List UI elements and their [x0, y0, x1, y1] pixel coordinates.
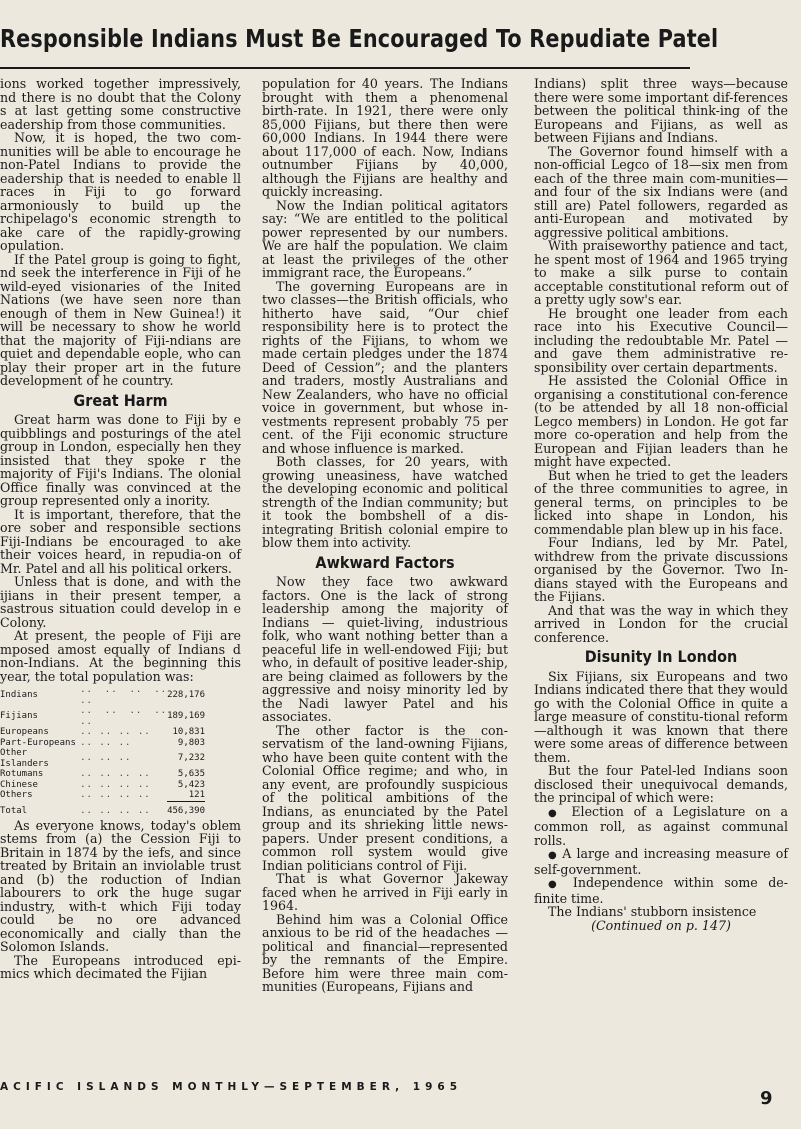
column-1: [0, 77, 241, 981]
paragraph: Behind him was a Colonial Office anxious to be rid of the headaches —political and financial—represented by the remnants of the Empire. Before him were three main com-munities (Europeans, Fijians and: [262, 911, 508, 994]
population-table: [0, 685, 205, 817]
paragraph: Six Fijians, six Europeans and two Indians indicated there that they would go with the Colonial Office in quite a large measure of constitu-tional reform—although it was known that there were some areas of difference between them.: [534, 668, 788, 765]
leader-dots: .. .. .. ..: [80, 769, 151, 779]
table-row: [0, 685, 205, 706]
population-group: Other Islanders: [0, 748, 49, 769]
leader-dots: .. .. ..: [80, 753, 132, 764]
paragraph: Unless that is done, and with the ijians in their present temper, a sastrous situation could develop in e Colony.: [0, 574, 241, 630]
population-group: Others: [0, 790, 33, 801]
leader-dots: .. .. .. ..: [80, 790, 151, 801]
paragraph: That is what Governor Jakeway faced when he arrived in Fiji early in 1964.: [262, 871, 508, 913]
list-item: ● Independence within some de-finite time.: [534, 876, 788, 905]
paragraph: Great harm was done to Fiji by e quibblings and posturings of the atel group in London, especially hen they insisted that they spoke r the majority of Fiji's Indians. The olonial Office finally was convinced at the group represented only a inority.: [0, 412, 241, 508]
paragraph: ions worked together impressively, nd there is no doubt that the Colony s at last getting some constructive eadership from those communities.: [0, 76, 241, 132]
population-total-value: 456,390: [167, 806, 205, 816]
population-value: 9,803: [177, 737, 205, 748]
population-group: Europeans: [0, 727, 49, 737]
subhead-great-harm: Great Harm: [73, 390, 168, 410]
demands-list: [534, 805, 788, 906]
paragraph: And that was the way in which they arrived in London for the crucial conference.: [534, 602, 788, 645]
continued-link[interactable]: (Continued on p. 147): [591, 917, 731, 933]
population-group: Rotumans: [0, 769, 44, 779]
paragraph: Indians) split three ways—because there were some important dif-ferences between the political think-ing of the Europeans and Fijians, as well as between Fijians and Indians.: [534, 76, 788, 145]
leader-dots: .. .. .. .. ..: [80, 685, 168, 706]
paragraph: The other factor is the con-servatism of the land-owning Fijians, who have been quite content with the Colonial Office regime; and who, in any event, are profoundly suspicious of the political ambitions of the Indians, as enunciated by the Patel group and its shrieking little news-papers. Under present conditions, a common roll system would give Indian politicians control of Fiji.: [262, 722, 508, 873]
leader-dots: .. .. .. .. ..: [80, 706, 168, 727]
table-row: [0, 780, 205, 791]
paragraph: At present, the people of Fiji are mposed amost equally of Indians d non-Indians. At the beginning this year, the total population was:: [0, 628, 241, 684]
population-value: 10,831: [172, 727, 205, 737]
subhead-awkward-factors: Awkward Factors: [315, 552, 455, 572]
paragraph: He brought one leader from each race into his Executive Council—including the redoubtable Mr. Patel —and gave them administrative re-sponsibility over certain departments.: [534, 305, 788, 375]
leader-dots: .. .. ..: [80, 737, 132, 748]
paragraph: But when he tried to get the leaders of the three communities to agree, in general terms, on principles to be licked into shape in London, his commendable plan blew up in his face.: [534, 467, 788, 537]
paragraph: The governing Europeans are in two classes—the British officials, who hitherto have said, “Our chief responsibility here is to protect the rights of the Fijians, to whom we made certain pledges under the 1874 Deed of Cession”; and the planters and traders, mostly Australians and New Zealanders, who have no official voice in government, but whose in-vestments represent probably 75 per cent. of the Fiji economic structure and whose influence is marked.: [262, 278, 508, 456]
column-2: [262, 77, 508, 994]
column-3: [534, 77, 788, 932]
population-value: 7,232: [177, 753, 205, 764]
paragraph: As everyone knows, today's oblem stems from (a) the Cession Fiji to Britain in 1874 by the iefs, and since treated by Britain an inviolable trust and (b) the roduction of Indian labourers to ork the huge sugar industry, with-t which Fiji today could be no ore advanced economically and cially than the Solomon Islands.: [0, 817, 241, 954]
subhead-disunity-in-london: Disunity In London: [584, 647, 738, 666]
population-group: Chinese: [0, 779, 38, 790]
paragraph: The Indians' stubborn insistence: [548, 904, 757, 919]
paragraph: Now they face two awkward factors. One is the lack of strong leadership among the majority of Indians — quiet-living, industrious folk, who want nothing better than a peaceful life in well-endowed Fiji; but who, in default of positive leader-ship, are being claimed as followers by the aggressive and noisy minority led by the Nadi lawyer Patel and his associates.: [262, 574, 508, 724]
paragraph: Now, it is hoped, the two com-nunities will be able to encourage he non-Patel Indians to provide the eadership that is needed to enable ll races in Fiji to go forward armoniously to build up the rchipelago's economic strength to ake care of the rapidly-growing opulation.: [0, 130, 241, 253]
page-number: 9: [760, 1088, 773, 1109]
paragraph: With praiseworthy patience and tact, he spent most of 1964 and 1965 trying to make a silk purse to contain acceptable constitutional reform out of a pretty ugly sow's ear.: [534, 238, 788, 307]
table-row: [0, 769, 205, 780]
population-group: Indians: [0, 690, 38, 701]
paragraph: The Governor found himself with a non-official Legco of 18—six men from each of the three main com-munities—and four of the six Indians were (and still are) Patel followers, regarded as anti-European and motivated by aggressive political ambitions.: [534, 143, 788, 240]
paragraph: If the Patel group is going to fight, nd seek the interference in Fiji of he wild-eyed visionaries of the Inited Nations (we have seen nore than enough of them in New Guinea!) it will be necessary to show he world that the majority of Fiji-ndians are quiet and dependable eople, who can play their proper art in the future development of he country.: [0, 251, 241, 388]
headline-rule: [0, 67, 690, 69]
paragraph: Now the Indian political agitators say: “We are entitled to the political power represented by our numbers. We are half the population. We claim at least the privileges of the other immigrant race, the Europeans.”: [262, 197, 508, 280]
population-value: 228,176: [167, 690, 205, 701]
leader-dots: .. .. .. ..: [80, 727, 151, 737]
population-value: 5,635: [177, 769, 205, 779]
population-group: Part-Europeans: [0, 737, 76, 748]
table-row: [0, 738, 205, 749]
population-value: 189,169: [167, 711, 205, 722]
list-item: ● A large and increasing measure of self-government.: [534, 847, 788, 876]
population-value: 121: [188, 790, 205, 800]
population-group: Fijians: [0, 711, 38, 722]
paragraph: population for 40 years. The Indians brought with them a phenomenal birth-rate. In 1921, there were only 85,000 Fijians, but there then were 60,000 Indians. In 1944 there were about 117,000 of each. Now, Indians outnumber Fijians by 40,000, although the Fijians are healthy and quickly increasing.: [262, 76, 508, 199]
paragraph: The Europeans introduced epi-mics which decimated the Fijian: [0, 952, 241, 981]
table-row: [0, 748, 205, 769]
table-row: [0, 706, 205, 727]
table-row: [0, 727, 205, 738]
table-row-total: [0, 806, 205, 817]
paragraph: But the four Patel-led Indians soon disclosed their unequivocal demands, the principal of which were:: [534, 763, 788, 805]
paragraph: He assisted the Colonial Office in organising a constitutional con-ference (to be attended by all 18 non-official Legco members) in London. He got far more co-operation and help from the European and Fijian leaders than he might have expected.: [534, 373, 788, 469]
list-item: ● Election of a Legislature on a common roll, as against communal rolls.: [534, 805, 788, 848]
leader-dots: .. .. .. ..: [80, 779, 151, 790]
headline: Responsible Indians Must Be Encouraged To Repudiate Patel: [0, 24, 719, 53]
population-total-label: Total: [0, 806, 28, 816]
leader-dots: .. .. .. ..: [80, 806, 151, 816]
population-value: 5,423: [177, 779, 205, 790]
paragraph: It is important, therefore, that the ore sober and responsible sections Fiji-Indians be encouraged to ake their voices heard, in repudia-on of Mr. Patel and all his political orkers.: [0, 506, 241, 576]
paragraph: Both classes, for 20 years, with growing uneasiness, have watched the developing economic and political strength of the Indian community; but it took the bombshell of a dis-integrating British colonial empire to blow them into activity.: [262, 454, 508, 550]
publication-footer: ACIFIC ISLANDS MONTHLY—SEPTEMBER, 1965: [0, 1081, 462, 1093]
table-row: [0, 790, 205, 801]
paragraph: Four Indians, led by Mr. Patel, withdrew from the private discussions organised by the Governor. Two In-dians stayed with the Europeans and the Fijians.: [534, 535, 788, 604]
